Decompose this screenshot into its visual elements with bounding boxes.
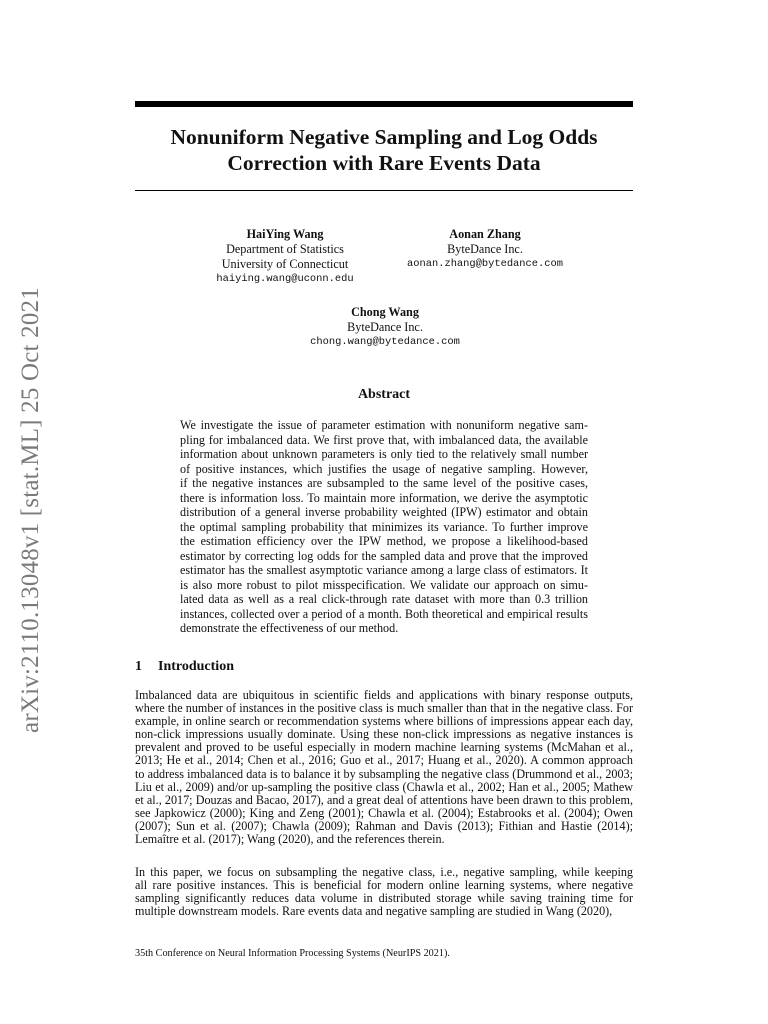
paper-title-line-1: Nonuniform Negative Sampling and Log Odds: [170, 125, 598, 149]
abstract-line: the estimation efficiency over the IPW method, we propose a likelihood-based: [180, 534, 588, 548]
abstract-line: We investigate the issue of parameter estimation with nonuniform negative sam-: [180, 418, 588, 432]
abstract-line: instances, collected over a period of a month. Both theoretical and empirical results: [180, 606, 588, 621]
intro-paragraph-1-line: (2007); Sun et al. (2007); Chawla (2009); Rahman and Davis (2013); Fithian and Hastie (2014);: [135, 818, 633, 833]
author-affiliation: University of Connecticut: [221, 257, 349, 271]
author-affiliation: ByteDance Inc.: [447, 242, 523, 256]
abstract-line: distribution of a general inverse probability weighted (IPW) estimator and obtain: [180, 505, 588, 519]
arxiv-identifier-stamp: [12, 270, 50, 750]
abstract-heading: Abstract: [357, 387, 411, 402]
intro-paragraph-1-line: Lemaître et al. (2017); Wang (2020), and the references therein.: [135, 832, 445, 847]
author-email: haiying.wang@uconn.edu: [216, 273, 354, 285]
conference-footnote: 35th Conference on Neural Information Processing Systems (NeurIPS 2021).: [135, 948, 450, 959]
abstract-line: demonstrate the effectiveness of our method.: [180, 621, 399, 635]
intro-paragraph-1-line: to address imbalanced data is to balance it by subsampling the negative class (Drummond et al., 2003;: [135, 766, 633, 781]
title-rule-bottom: [135, 190, 633, 191]
abstract-line: lated data as well as a real click-through rate dataset with more than 0.3 trillion: [180, 592, 588, 606]
author-email: chong.wang@bytedance.com: [310, 336, 460, 348]
intro-paragraph-1-line: 2013; He et al., 2014; Chen et al., 2016; Guo et al., 2017; Huang et al., 2020). A common approach: [135, 753, 633, 768]
abstract-line: if the negative instances are subsampled to the same level of the positive cases,: [180, 476, 588, 490]
abstract-body: [180, 418, 588, 636]
author-affiliation: ByteDance Inc.: [347, 320, 423, 334]
abstract-line: of positive instances, which justifies the usage of negative sampling. However,: [180, 461, 588, 476]
intro-paragraph-1-line: Imbalanced data are ubiquitous in scientific fields and applications with binary response outputs,: [135, 688, 633, 702]
intro-paragraph-1-line: et al., 2017; Douzas and Bacao, 2017), and a great deal of attentions have been drawn to this problem,: [135, 792, 633, 807]
intro-paragraph-1-line: prevalent and proved to be useful especially in modern machine learning systems (McMahan et al.,: [135, 740, 633, 755]
author-name: Aonan Zhang: [449, 227, 521, 241]
intro-paragraph-1-line: see Japkowicz (2000); King and Zeng (2001); Chawla et al. (2004); Estabrooks et al. (2004); Owen: [135, 805, 633, 820]
introduction-paragraph-2: [135, 866, 633, 918]
author-block-3: [280, 305, 490, 350]
intro-paragraph-2-line: sampling significantly reduces data volume in distributed storage while saving training time for: [135, 891, 633, 906]
paper-title-line-2: Correction with Rare Events Data: [227, 151, 541, 175]
author-email: aonan.zhang@bytedance.com: [407, 258, 563, 270]
author-name: HaiYing Wang: [246, 227, 324, 241]
abstract-line: is also more robust to pilot misspecification. We validate our approach on simu-: [180, 577, 588, 592]
abstract-line: pling for imbalanced data. We first prove that, with imbalanced data, the available: [180, 432, 588, 447]
author-block-1: [180, 227, 390, 287]
intro-paragraph-2-line: all rare positive instances. This is beneficial for modern online learning systems, where negative: [135, 878, 633, 893]
paper-title: [135, 124, 633, 176]
intro-paragraph-2-line: multiple downstream models. Rare events data and negative sampling are studied in Wang (2020),: [135, 904, 613, 919]
abstract-line: there is information loss. To maintain more information, we derive the asymptotic: [180, 490, 588, 505]
abstract-line: the optimal sampling probability that minimizes its variance. To further improve: [180, 519, 588, 534]
title-rule-top: [135, 101, 633, 107]
abstract-line: information about unknown parameters is only tied to the relatively small number: [180, 447, 588, 461]
abstract-line: estimator by correcting log odds for the sampled data and prove that the improved: [180, 548, 588, 563]
intro-paragraph-1-line: non-click impressions usually dominate. Using these non-click impressions as negative instances is: [135, 727, 633, 742]
section-heading-introduction: [135, 658, 633, 676]
introduction-paragraph-1: [135, 689, 633, 846]
author-affiliation: Department of Statistics: [226, 242, 344, 256]
intro-paragraph-1-line: where the number of instances in the positive class is much smaller than that in the negative class. For: [135, 701, 633, 716]
author-name: Chong Wang: [351, 305, 419, 319]
section-title: Introduction: [158, 659, 234, 674]
intro-paragraph-1-line: example, in online search or recommendation systems where billions of impressions appear each day,: [135, 714, 633, 729]
section-number: 1: [135, 659, 142, 674]
intro-paragraph-2-line: In this paper, we focus on subsampling the negative class, i.e., negative sampling, while keeping: [135, 865, 633, 879]
abstract-line: estimator has the smallest asymptotic variance among a large class of estimators. It: [180, 563, 588, 577]
arxiv-identifier-text: arXiv:2110.13048v1 [stat.ML] 25 Oct 2021: [17, 287, 44, 733]
author-block-2: [380, 227, 590, 272]
intro-paragraph-1-line: Liu et al., 2009) and/or up-sampling the positive class (Chawla et al., 2002; Han et al., 2005; Mathew: [135, 779, 633, 794]
